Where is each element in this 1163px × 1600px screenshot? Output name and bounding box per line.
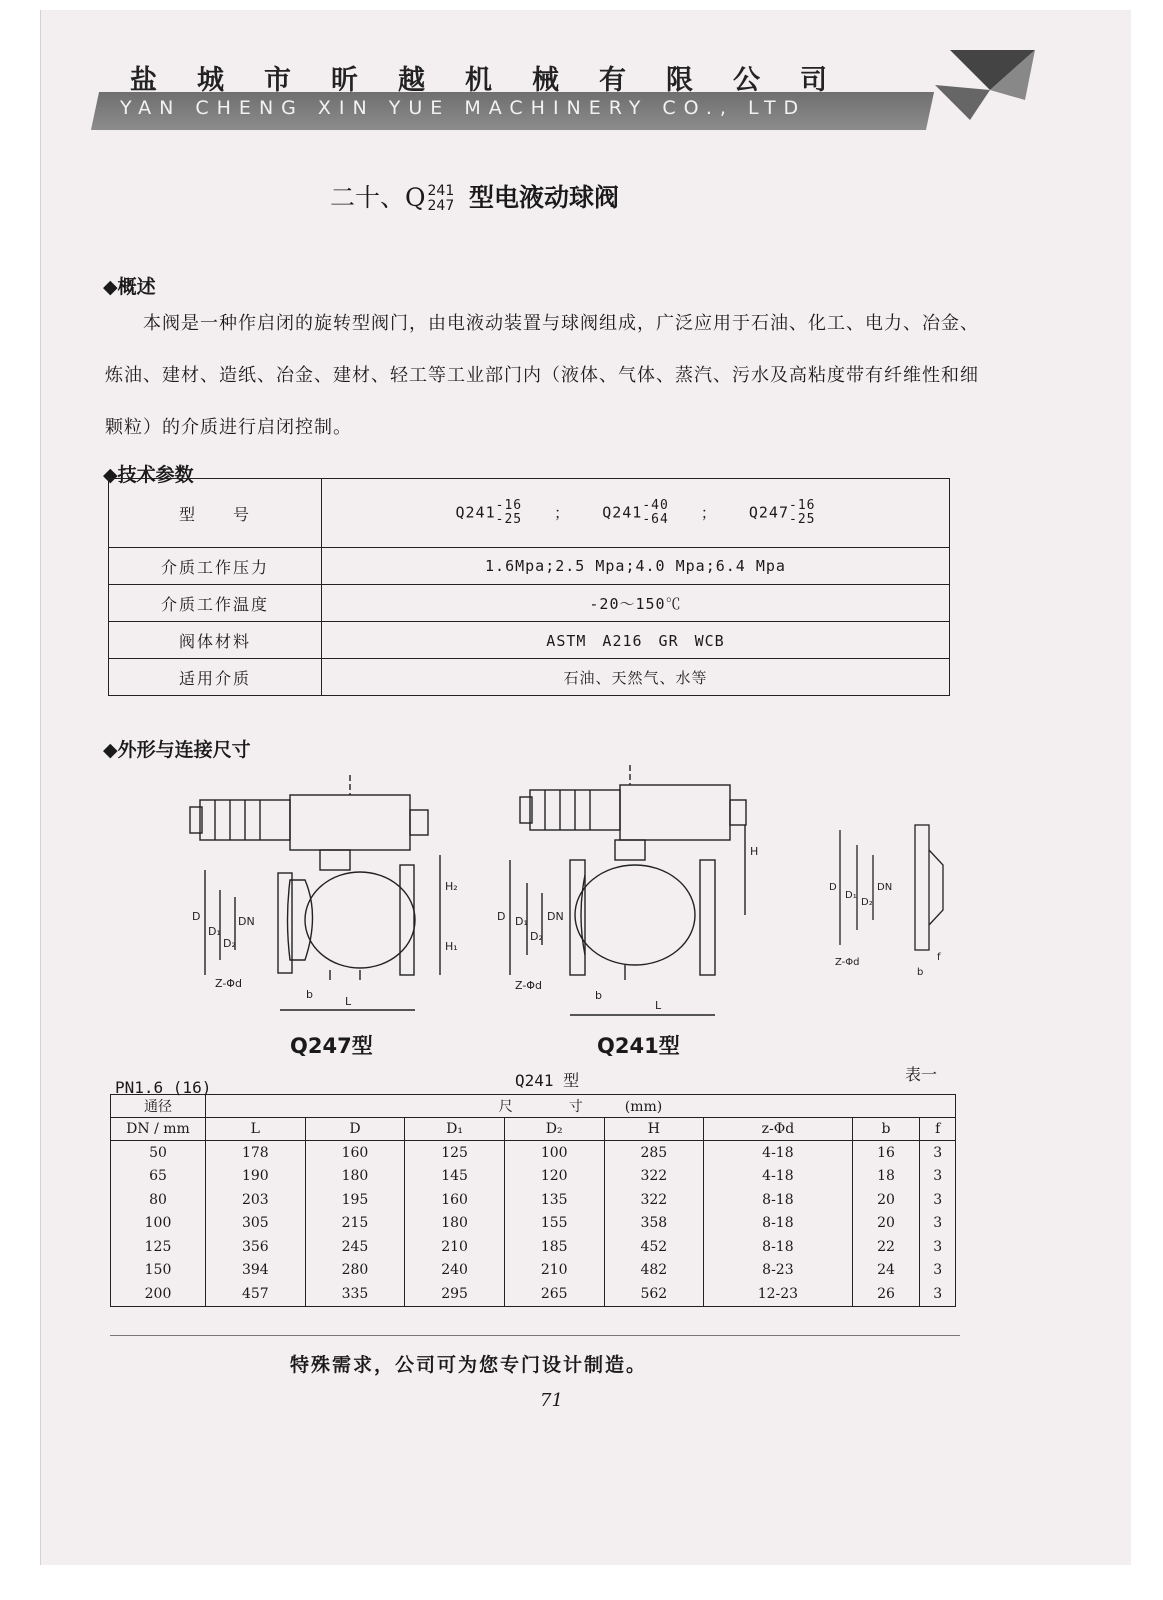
table-row: [111, 1118, 956, 1141]
dim-D2: D₂: [223, 937, 236, 950]
dim-cell: 190: [206, 1165, 306, 1189]
dim-cell: 3: [920, 1188, 956, 1212]
dim-cell: 215: [305, 1212, 405, 1236]
table-row: [109, 585, 950, 622]
model-2-variants: -40 -64: [642, 498, 669, 527]
header-group: 尺 寸 (mm): [206, 1095, 956, 1118]
dim-D1: D₁: [208, 925, 221, 938]
dim-D: D: [829, 882, 837, 893]
dim-cell: 178: [206, 1141, 306, 1165]
dim-cell: 135: [504, 1188, 604, 1212]
table-row: [111, 1165, 956, 1189]
dim-cell: 210: [405, 1235, 505, 1259]
dim-table-number: 表一: [905, 1065, 938, 1084]
dim-D: D: [497, 910, 506, 923]
model-1-variants: -16 -25: [495, 498, 523, 527]
col-header: f: [920, 1118, 956, 1141]
dim-cell: 4-18: [704, 1141, 853, 1165]
table-row: [111, 1235, 956, 1259]
col-header: D: [305, 1118, 405, 1141]
dim-cell: 322: [604, 1165, 704, 1189]
page-number: 71: [540, 1390, 563, 1411]
medium-label: 适用介质: [109, 659, 322, 696]
dim-b: b: [595, 989, 602, 1002]
overview-heading: ◆概述: [103, 276, 156, 298]
dim-cell: 3: [920, 1165, 956, 1189]
model-separator: ；: [554, 503, 571, 522]
dim-cell: 295: [405, 1282, 505, 1306]
dim-cell: 394: [206, 1259, 306, 1283]
drawing-heading: ◆外形与连接尺寸: [103, 739, 251, 761]
overview-text: 本阀是一种作启闭的旋转型阀门，由电液动装置与球阀组成，广泛应用于石油、化工、电力、冶金、炼油、建材、造纸、冶金、建材、轻工等工业部门内（液体、气体、蒸汽、污水及高粘度带有纤维性和细颗粒）的介质进行启闭控制。: [105, 313, 979, 438]
dim-cell: 482: [604, 1259, 704, 1283]
table-row: [111, 1282, 956, 1306]
tech-heading: ◆技术参数: [103, 464, 194, 486]
dim-H: H: [750, 845, 759, 858]
dim-cell: 285: [604, 1141, 704, 1165]
dim-cell: 160: [405, 1188, 505, 1212]
dim-cell: 120: [504, 1165, 604, 1189]
q241-caption: Q241型: [597, 1034, 680, 1058]
dim-cell: 20: [852, 1212, 920, 1236]
dim-cell: 12-23: [704, 1282, 853, 1306]
page-title: [330, 178, 619, 214]
dim-cell: 100: [504, 1141, 604, 1165]
dim-L: L: [345, 995, 352, 1008]
dn-cell: 80: [111, 1188, 206, 1212]
dim-cell: 452: [604, 1235, 704, 1259]
dim-D: D: [192, 910, 201, 923]
dim-cell: 185: [504, 1235, 604, 1259]
dim-cell: 245: [305, 1235, 405, 1259]
dn-cell: 125: [111, 1235, 206, 1259]
dim-L: L: [655, 999, 662, 1012]
model-3-base: Q247: [748, 503, 789, 522]
dn-cell: 150: [111, 1259, 206, 1283]
dim-cell: 280: [305, 1259, 405, 1283]
dim-cell: 180: [405, 1212, 505, 1236]
title-sub: 247: [427, 198, 455, 214]
material-label: 阀体材料: [109, 622, 322, 659]
dim-DN: DN: [547, 910, 564, 923]
dim-cell: 195: [305, 1188, 405, 1212]
q247-valve-drawing: [170, 765, 470, 1025]
header-dn-top: 通径: [111, 1095, 206, 1118]
dn-cell: 50: [111, 1141, 206, 1165]
pressure-label: 介质工作压力: [109, 548, 322, 585]
dim-cell: 26: [852, 1282, 920, 1306]
title-prefix: 二十、Q: [330, 183, 426, 212]
dim-cell: 155: [504, 1212, 604, 1236]
company-logo-icon: [930, 40, 1040, 125]
title-suffix: 型电液动球阀: [460, 183, 619, 212]
q247-caption: Q247型: [290, 1034, 373, 1058]
dim-cell: 3: [920, 1259, 956, 1283]
dim-cell: 457: [206, 1282, 306, 1306]
dim-cell: 145: [405, 1165, 505, 1189]
pressure-value: 1.6Mpa;2.5 Mpa;4.0 Mpa;6.4 Mpa: [322, 548, 950, 585]
dim-cell: 335: [305, 1282, 405, 1306]
dim-cell: 240: [405, 1259, 505, 1283]
flange-detail-drawing: [815, 820, 975, 995]
tech-params-table: [108, 478, 950, 696]
dn-cell: 65: [111, 1165, 206, 1189]
dim-cell: 20: [852, 1188, 920, 1212]
title-model-fraction: [428, 184, 455, 214]
col-header: H: [604, 1118, 704, 1141]
dim-cell: 8-18: [704, 1188, 853, 1212]
dim-H2: H₂: [445, 880, 458, 893]
footer-divider: [110, 1335, 960, 1336]
dim-cell: 305: [206, 1212, 306, 1236]
table-row: [111, 1259, 956, 1283]
table-row: [111, 1212, 956, 1236]
material-value: ASTM A216 GR WCB: [322, 622, 950, 659]
dim-cell: 4-18: [704, 1165, 853, 1189]
dim-table-caption: Q241 型: [515, 1071, 580, 1090]
dim-zd: Z-Φd: [835, 957, 860, 968]
table-row: [109, 659, 950, 696]
dim-cell: 210: [504, 1259, 604, 1283]
dim-cell: 8-18: [704, 1235, 853, 1259]
dn-cell: 100: [111, 1212, 206, 1236]
dim-b: b: [917, 967, 924, 978]
table-row: [111, 1188, 956, 1212]
company-name-en: YAN CHENG XIN YUE MACHINERY CO., LTD: [120, 97, 807, 119]
dim-cell: 203: [206, 1188, 306, 1212]
table-row: [109, 479, 950, 548]
dim-cell: 8-23: [704, 1259, 853, 1283]
dim-cell: 3: [920, 1141, 956, 1165]
dim-cell: 356: [206, 1235, 306, 1259]
col-header: D₂: [504, 1118, 604, 1141]
dim-zd: Z-Φd: [515, 979, 542, 992]
dim-cell: 18: [852, 1165, 920, 1189]
dim-D2: D₂: [530, 930, 543, 943]
model-3-variants: -16 -25: [789, 498, 816, 527]
dimension-table-body: [111, 1141, 956, 1307]
dim-cell: 125: [405, 1141, 505, 1165]
header-dn-bottom: DN / mm: [111, 1118, 206, 1141]
temperature-label: 介质工作温度: [109, 585, 322, 622]
footer-note: 特殊需求，公司可为您专门设计制造。: [290, 1354, 648, 1376]
pressure-class: PN1.6 (16): [115, 1078, 212, 1097]
dim-zd: Z-Φd: [215, 977, 242, 990]
model-1-base: Q241: [455, 503, 496, 522]
col-header: D₁: [405, 1118, 505, 1141]
medium-value: 石油、天然气、水等: [322, 659, 950, 696]
dn-cell: 200: [111, 1282, 206, 1306]
dim-H1: H₁: [445, 940, 458, 953]
model-values: [322, 479, 950, 548]
col-header: L: [206, 1118, 306, 1141]
dim-D2: D₂: [861, 897, 873, 908]
dim-cell: 265: [504, 1282, 604, 1306]
dim-cell: 160: [305, 1141, 405, 1165]
title-sup: 241: [427, 183, 455, 199]
table-row: [111, 1095, 956, 1118]
dim-cell: 24: [852, 1259, 920, 1283]
dim-cell: 8-18: [704, 1212, 853, 1236]
dimension-table: [110, 1094, 956, 1307]
table-row: [111, 1141, 956, 1165]
table-row: [109, 622, 950, 659]
model-separator: ；: [700, 503, 717, 522]
dim-cell: 358: [604, 1212, 704, 1236]
dim-cell: 180: [305, 1165, 405, 1189]
dim-cell: 16: [852, 1141, 920, 1165]
dim-D1: D₁: [515, 915, 528, 928]
dim-cell: 562: [604, 1282, 704, 1306]
dim-cell: 22: [852, 1235, 920, 1259]
model-label: 型 号: [109, 479, 322, 548]
temperature-value: -20～150℃: [322, 585, 950, 622]
company-name-cn: 盐城市昕越机械有限公司: [130, 65, 867, 96]
q241-valve-drawing: [485, 765, 785, 1030]
col-header: z-Φd: [704, 1118, 853, 1141]
dim-DN: DN: [238, 915, 255, 928]
dim-f: f: [937, 952, 941, 963]
dim-D1: D₁: [845, 890, 857, 901]
dim-cell: 3: [920, 1235, 956, 1259]
col-header: b: [852, 1118, 920, 1141]
dim-DN: DN: [877, 882, 893, 893]
table-row: [109, 548, 950, 585]
model-2-base: Q241: [602, 503, 643, 522]
dim-cell: 3: [920, 1282, 956, 1306]
dim-cell: 3: [920, 1212, 956, 1236]
dim-b: b: [306, 988, 313, 1001]
dim-cell: 322: [604, 1188, 704, 1212]
